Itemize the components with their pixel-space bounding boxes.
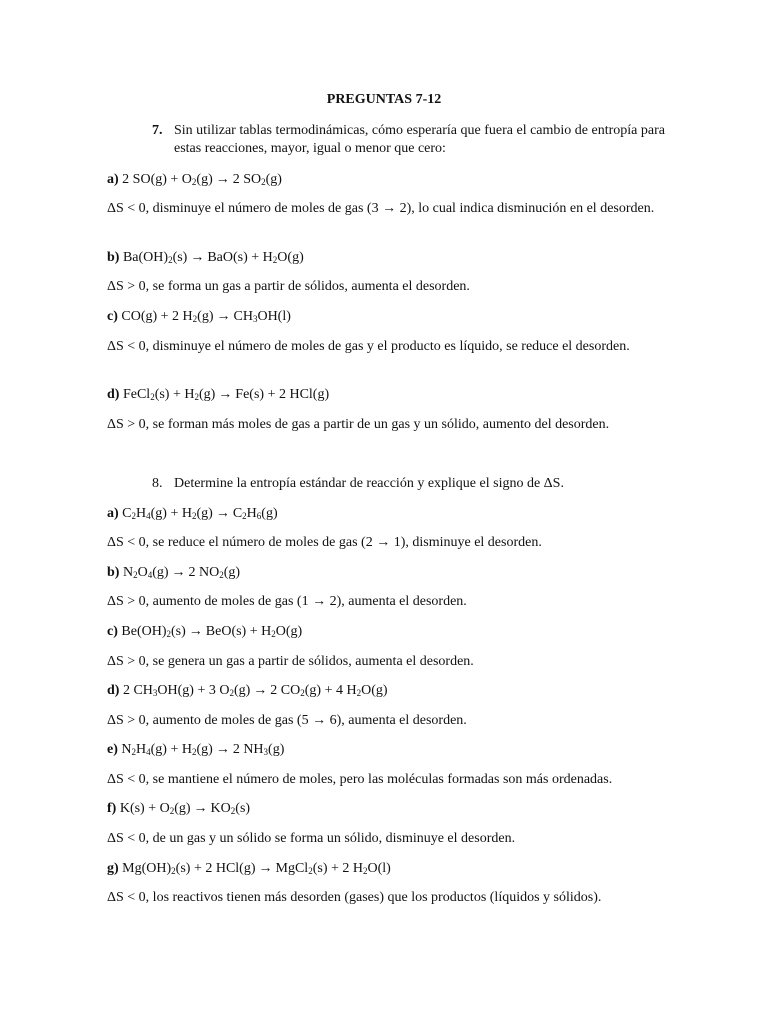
formula-text: (s) — [171, 624, 186, 639]
reaction-8f — [107, 800, 660, 818]
subscript: 4 — [146, 747, 151, 757]
formula-text: 2 SO(g) + O — [122, 172, 192, 187]
formula-text: N — [122, 565, 134, 580]
subscript: 4 — [147, 570, 153, 580]
subscript: 4 — [146, 511, 151, 521]
formula-text: (s) — [172, 250, 188, 265]
formula-text: OH(l) — [257, 309, 291, 324]
formula-text: CH — [233, 309, 253, 324]
formula-text: KO — [210, 801, 231, 816]
subscript: 3 — [252, 314, 258, 324]
item-label: g) — [107, 861, 119, 876]
item-label: e) — [107, 742, 118, 757]
item-label: c) — [107, 309, 118, 324]
reaction-7a — [107, 171, 660, 189]
formula-text: (g) — [196, 742, 213, 757]
formula-text: C — [122, 506, 132, 521]
subscript: 2 — [194, 392, 199, 402]
answer-7a: ΔS < 0, disminuye el número de moles de gas (3 → 2), lo cual indica disminución en el desorden. — [107, 201, 655, 216]
item-label: a) — [107, 506, 119, 521]
answer-8f: ΔS < 0, de un gas y un sólido se forma un sólido, disminuye el desorden. — [107, 831, 516, 846]
formula-text: O(g) — [275, 624, 303, 639]
formula-text: (g) + 4 H — [304, 683, 357, 698]
reaction-8c — [107, 623, 660, 641]
formula-text: (s) + H — [154, 387, 195, 402]
answer-7d: ΔS > 0, se forman más moles de gas a partir de un gas y un sólido, aumento del desorden. — [107, 417, 610, 432]
formula-text: BeO(s) + H — [205, 624, 272, 639]
formula-text: O — [137, 565, 148, 580]
subscript: 3 — [263, 747, 269, 757]
formula-text: 2 CO — [270, 683, 301, 698]
subscript: 2 — [272, 255, 278, 265]
reaction-arrow: → — [253, 683, 268, 698]
chemical-equation — [123, 250, 304, 265]
answer-8g: ΔS < 0, los reactivos tienen más desorden (gases) que los productos (líquidos y sólidos). — [107, 890, 602, 905]
item-label: f) — [107, 801, 117, 816]
formula-text: (g) — [268, 742, 285, 757]
formula-text: H — [136, 506, 147, 521]
formula-text: O(l) — [367, 861, 391, 876]
subscript: 2 — [229, 688, 234, 698]
reaction-8e — [107, 741, 660, 759]
chemical-equation — [123, 565, 240, 580]
chemical-equation — [122, 506, 277, 521]
answer-8b: ΔS > 0, aumento de moles de gas (1 → 2), aumenta el desorden. — [107, 594, 467, 609]
subscript: 2 — [191, 177, 197, 187]
formula-text: (g) + H — [150, 506, 192, 521]
page-title: PREGUNTAS 7-12 — [326, 92, 442, 107]
answer-7b: ΔS > 0, se forma un gas a partir de sólidos, aumenta el desorden. — [107, 279, 470, 294]
reaction-7b — [107, 249, 660, 267]
subscript: 2 — [191, 511, 197, 521]
formula-text: (g) — [198, 387, 216, 402]
reaction-arrow: → — [258, 861, 273, 876]
subscript: 2 — [192, 314, 198, 324]
reaction-7d — [107, 386, 660, 404]
formula-text: (g) — [174, 801, 191, 816]
item-label: a) — [107, 172, 119, 187]
subscript: 2 — [356, 688, 362, 698]
formula-text: C — [232, 506, 243, 521]
reaction-7c — [107, 308, 660, 326]
answer-8c: ΔS > 0, se genera un gas a partir de sólidos, aumenta el desorden. — [107, 654, 474, 669]
subscript: 2 — [131, 747, 137, 757]
chemical-equation — [121, 742, 284, 757]
subscript: 2 — [261, 177, 266, 187]
subscript: 2 — [362, 866, 368, 876]
subscript: 2 — [230, 806, 236, 816]
reaction-arrow: → — [193, 801, 208, 816]
formula-text: Fe(s) + 2 HCl(g) — [235, 387, 330, 402]
formula-text: (g) — [196, 172, 213, 187]
item-label: b) — [107, 250, 120, 265]
question-text: Sin utilizar tablas termodinámicas, cómo esperaría que fuera el cambio de entropía para estas reacciones, mayor, igual o menor que cero: — [174, 123, 665, 156]
subscript: 2 — [168, 255, 173, 265]
reaction-8d — [107, 682, 660, 700]
item-label: d) — [107, 387, 120, 402]
item-label: b) — [107, 565, 120, 580]
reaction-arrow: → — [190, 250, 205, 265]
formula-text: Mg(OH) — [122, 861, 172, 876]
subscript: 2 — [171, 866, 176, 876]
formula-text: O(g) — [361, 683, 388, 698]
formula-text: O(g) — [277, 250, 304, 265]
formula-text: N — [121, 742, 132, 757]
subscript: 2 — [242, 511, 247, 521]
formula-text: H — [136, 742, 147, 757]
subscript: 2 — [150, 392, 155, 402]
formula-text: CO(g) + 2 H — [121, 309, 193, 324]
formula-text: 2 CH — [122, 683, 153, 698]
subscript: 2 — [300, 688, 305, 698]
question-8 — [152, 475, 672, 493]
subscript: 2 — [166, 629, 171, 639]
formula-text: 2 NH — [232, 742, 264, 757]
chemical-equation — [121, 624, 302, 639]
item-label: d) — [107, 683, 120, 698]
item-label: c) — [107, 624, 118, 639]
question-text: Determine la entropía estándar de reacción y explique el signo de ΔS. — [174, 476, 564, 491]
formula-text: K(s) + O — [119, 801, 170, 816]
chemical-equation — [123, 683, 388, 698]
formula-text: (s) + 2 HCl(g) — [175, 861, 256, 876]
chemical-equation — [123, 387, 329, 402]
reaction-arrow: → — [218, 387, 233, 402]
formula-text: (g) — [233, 683, 251, 698]
formula-text: FeCl — [122, 387, 151, 402]
subscript: 2 — [133, 570, 138, 580]
formula-text: (s) — [235, 801, 251, 816]
subscript: 2 — [131, 511, 137, 521]
chemical-equation — [120, 801, 250, 816]
formula-text: (g) — [261, 506, 278, 521]
reaction-8a — [107, 505, 660, 523]
reaction-arrow: → — [171, 565, 186, 580]
reaction-arrow: → — [215, 506, 230, 521]
formula-text: MgCl — [275, 861, 309, 876]
chemical-equation — [121, 309, 291, 324]
subscript: 2 — [219, 570, 224, 580]
answer-8d: ΔS > 0, aumento de moles de gas (5 → 6), aumenta el desorden. — [107, 713, 467, 728]
chemical-equation — [122, 172, 282, 187]
question-number: 8. — [152, 476, 163, 491]
formula-text: (g) — [152, 565, 169, 580]
answer-8e: ΔS < 0, se mantiene el número de moles, pero las moléculas formadas son más ordenadas. — [107, 772, 613, 787]
formula-text: (g) — [197, 309, 214, 324]
subscript: 3 — [152, 688, 158, 698]
formula-text: 2 NO — [188, 565, 220, 580]
question-7 — [152, 122, 672, 158]
reaction-arrow: → — [215, 172, 230, 187]
chemical-equation — [122, 861, 391, 876]
answer-8a: ΔS < 0, se reduce el número de moles de gas (2 → 1), disminuye el desorden. — [107, 535, 542, 550]
subscript: 6 — [256, 511, 262, 521]
formula-text: (g) — [265, 172, 282, 187]
reaction-8g — [107, 860, 660, 878]
formula-text: OH(g) + 3 O — [157, 683, 230, 698]
answer-7c: ΔS < 0, disminuye el número de moles de gas y el producto es líquido, se reduce el desorden. — [107, 339, 630, 354]
reaction-arrow: → — [215, 742, 230, 757]
formula-text: (g) + H — [150, 742, 192, 757]
formula-text: Be(OH) — [121, 624, 167, 639]
formula-text: Ba(OH) — [122, 250, 169, 265]
formula-text: H — [246, 506, 257, 521]
formula-text: (s) + 2 H — [312, 861, 363, 876]
formula-text: 2 SO — [232, 172, 262, 187]
reaction-arrow: → — [188, 624, 203, 639]
subscript: 2 — [308, 866, 313, 876]
reaction-8b — [107, 564, 660, 582]
formula-text: (g) — [196, 506, 213, 521]
formula-text: BaO(s) + H — [207, 250, 273, 265]
reaction-arrow: → — [216, 309, 231, 324]
subscript: 2 — [271, 629, 276, 639]
question-number: 7. — [152, 123, 163, 138]
subscript: 2 — [169, 806, 175, 816]
subscript: 2 — [191, 747, 197, 757]
formula-text: (g) — [223, 565, 241, 580]
